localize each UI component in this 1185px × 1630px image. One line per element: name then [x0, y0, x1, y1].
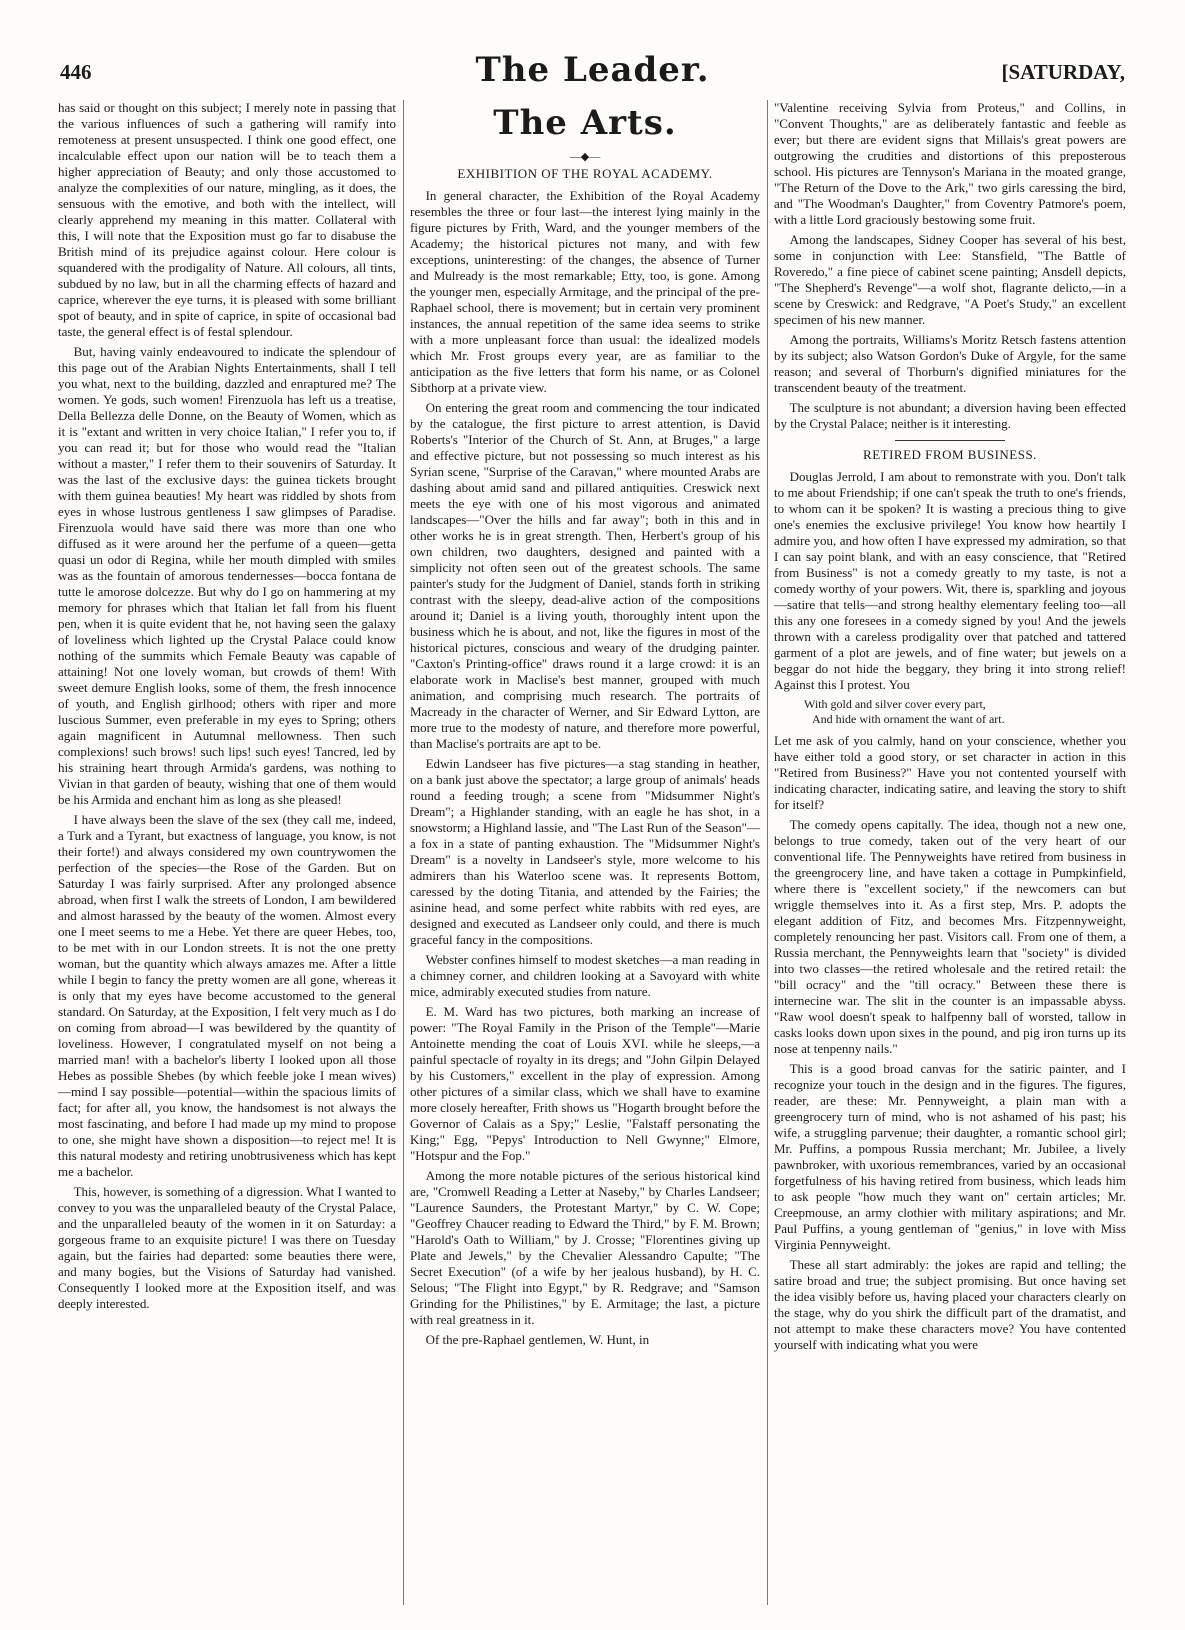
paragraph: "Valentine receiving Sylvia from Proteus," and Collins, in "Convent Thoughts," are as deliberately fantastic and feeble as ever; but there are evident signs that Millais's great powers are outgrowing the crudities and distortions of this preposterous school. His pictures are Tennyson's Mariana in the moated grange, "The Return of the Dove to the Ark," two girls caressing the bird, and "The Woodman's Daughter," from Coventry Patmore's poem, with a little Lord graciously bestowing some fruit.	[774, 100, 1126, 227]
paragraph: Webster confines himself to modest sketches—a man reading in a chimney corner, and children looking at a Savoyard with white mice, admirably executed studies from nature.	[410, 952, 760, 999]
paragraph: In general character, the Exhibition of the Royal Academy resembles the three or four last—the interest lying mainly in the figure pictures by Frith, Ward, and the younger members of the Academy; the historical pictures not many, and with few exceptions, uninteresting: of the changes, the absence of Turner and Mulready is the most remarkable; Etty, too, is gone. Among the younger men, especially Armitage, and the principal of the pre-Raphael school, there is movement; but in certain very prominent instances, the annual repetition of the same idea seems to strike with a more unpleasant force than usual: the idealized models which Mr. Frost groups every year, are as familiar to the anticipation as the five letters that form his name, or as Colonel Sibthorp at a private view.	[410, 188, 760, 395]
paragraph: This is a good broad canvas for the satiric painter, and I recognize your touch in the design and in the figures. The figures, reader, are these: Mr. Pennyweight, a plain man with a greengrocery turn of mind, who is not ashamed of his past; his wife, a struggling parvenue; their daughter, a romantic school girl; Mr. Puffins, a pompous Russia merchant; Mr. Jubilee, a lively pawnbroker, with uxorious remembrances, varied by an occasional forgetfulness of his having retired from business, which leads him to ask people "how much they want on" certain articles; Mr. Creepmouse, an army clothier with military aspirations; and Mr. Paul Puffins, a young gentleman of "genius," in love with Miss Virginia Pennyweight.	[774, 1061, 1126, 1252]
paragraph: Let me ask of you calmly, hand on your conscience, whether you have either told a good story, or set character in action in this "Retired from Business?" Have you not contented yourself with indicating character, indicating satire, and leaving the story to shift for itself?	[774, 733, 1126, 812]
paragraph: I have always been the slave of the sex (they call me, indeed, a Turk and a Tyrant, but exactness of language, you know, is not their forte!) and always considered my own countrywomen the perfection of the species—the Rose of the Garden. But on Saturday I was fairly surprised. After any prolonged absence abroad, when first I walk the streets of London, I am bewildered and almost harassed by the beauty of the women. Almost every one I meet seems to me a Hebe. Yet there are queer Hebes, too, to be met with in our London streets. It is not the one pretty woman, but the quantity which always amazes me. After a little while I begin to fancy the pretty women are all gone, whereas it is only that my eyes have become accustomed to the general standard. On Saturday, at the Exposition, I felt very much as I do on coming from abroad—I was bewildered by the quantity of loveliness. However, I congratulated myself on not being a married man! with a bachelor's liberty I looked upon all those Hebes as possible Shebes (by which feeble joke I mean wives)—mind I say possible—potential—within the spacious limits of fact; for after all, you know, the handsomest is not always the most fascinating, and before I had made up my mind to propose to one, she might have shown a disposition—to reject me! It is this natural modesty and retiring unobtrusiveness which has kept me a bachelor.	[58, 812, 396, 1179]
page-number: 446	[60, 60, 92, 84]
page-header	[60, 52, 1125, 98]
paragraph: These all start admirably: the jokes are rapid and telling; the satire broad and true; the subject promising. But once having set the idea visibly before us, having placed your characters clearly on the stage, why do you shirk the difficult part of the dramatist, and not attempt to make these characters move? You have contented yourself with indicating what you were	[774, 1257, 1126, 1352]
paragraph: This, however, is something of a digression. What I wanted to convey to you was the unparalleled beauty of the Crystal Palace, and the unparalleled beauty of the women in it on Saturday: a gorgeous frame to an exquisite picture! I was there on Tuesday again, but the fairies had departed: some beauties there were, and many bogies, but the Visions of Saturday had vanished. Consequently I looked more at the Exposition itself, and was deeply interested.	[58, 1184, 396, 1311]
paragraph: Among the portraits, Williams's Moritz Retsch fastens attention by its subject; also Watson Gordon's Duke of Argyle, for the same reason; and several of Thorburn's dignified miniatures for the transcendent beauty of the treatment.	[774, 332, 1126, 395]
article-title: EXHIBITION OF THE ROYAL ACADEMY.	[457, 166, 713, 181]
paragraph: Douglas Jerrold, I am about to remonstrate with you. Don't talk to me about Friendship; if one can't speak the truth to one's friends, to whom can it be spoken? It is wasting a precious thing to give one's enemies the exclusive privilege! You know how heartily I admire you, and how often I have expressed my admiration, so that I can say point blank, and with an easy conscience, that "Retired from Business" is not a comedy greatly to my taste, is not a comedy worthy of your powers. Wit, there is, sparkling and joyous—satire that tells—and strong healthy elementary feeling too—all this any one foresees in a comedy signed by you! And the jewels thrown with a careless prodigality over that patched and tattered garment of a plot are jewels, and of fine water; but jewels on a beggar do not hide the beggary, they bring it into strong relief! Against this I protest. You	[774, 469, 1126, 692]
paragraph: E. M. Ward has two pictures, both marking an increase of power: "The Royal Family in the Prison of the Temple"—Marie Antoinette mending the coat of Louis XVI. while he sleeps,—a painful spectacle of royalty in its dregs; and "John Gilpin Delayed by his Customers," excellent in the play of expression. Among other pictures of a similar class, which we shall have to examine more closely hereafter, Frith shows us "Hogarth brought before the Governor of Calais as a Spy;" Leslie, "Falstaff personating the King;" Egg, "Pepys' Introduction to Nell Gwynne;" Elmore, "Hotspur and the Fop."	[410, 1004, 760, 1163]
column-divider	[403, 100, 404, 1605]
ornament-divider: —◆—	[569, 151, 601, 163]
paragraph: Of the pre-Raphael gentlemen, W. Hunt, in	[425, 1332, 650, 1347]
paragraph: has said or thought on this subject; I merely note in passing that the various influences of such a gathering will ramify into remoteness at present unsuspected. I think one good effect, one incalculable effect upon our nation will be to teach them a higher appreciation of Beauty; and only those accustomed to analyze the complexities of our nature, mingling, as it does, the sensuous with the emotive, and both with the intellect, will clearly apprehend my meaning in this matter. Collateral with this, I will note that the Exposition must go far to disabuse the British mind of its prejudice against colour. Here colour is squandered with the prodigality of Nature. All colours, all tints, subdued by no law, but in all the charming effects of hazard and caprice, wherever the eye turns, it is pleased with some brilliant spot of beauty, and in spite of caprice, in spite of occasional bad taste, the general effect is of festal splendour.	[58, 100, 396, 339]
verse-quote	[804, 697, 1126, 727]
paragraph: The comedy opens capitally. The idea, though not a new one, belongs to true comedy, taken out of the very heart of our conventional life. The Pennyweights have retired from business in the greengrocery line, and have taken a cottage in Pumpkinfield, where there is "excellent society," if the newcomers can but wriggle themselves into it. As a first step, Mrs. P. adopts the elegant addition of Fitz, and becomes Mrs. Fitzpennyweight, completely renouncing her past. Visitors call. From one of them, a Russia merchant, the Pennyweights learn that "society" is divided into two classes—the retired wholesale and the retired retail: the "bill ocracy" and the "till ocracy." Between these there is internecine war. The slit in the counter is an impassable abyss. "Raw wool doesn't speak to halfpenny ball of worsted, tallow in casks looks down upon sixes in the pound, and pig iron turns up its nose at tenpenny nails."	[774, 817, 1126, 1056]
column-divider	[767, 100, 768, 1605]
newspaper-title: The Leader.	[475, 50, 710, 90]
paragraph: On entering the great room and commencing the tour indicated by the catalogue, the first picture to arrest attention, is David Roberts's "Interior of the Church of St. Ann, at Bruges," a large and effective picture, but not possessing so much interest as his Syrian scene, "Surprise of the Caravan," where mounted Arabs are dashing about amid sand and pillared antiquities. Creswick next meets the eye with one of his most vigorous and animated landscapes—"Over the hills and far away"; both in this and in other works he is in great strength. Then, Herbert's group of his own children, two daughters, designed and painted with a simplicity not often seen out of the greatest schools. The same painter's study for the Judgment of Daniel, stands forth in striking contrast with the sleepy, dead-alive action of the compositions around it; Daniel is a living youth, thoroughly intent upon the business which he is about, and not, like the figures in most of the historical pictures, conscious and weary of the drudging painter. "Caxton's Printing-office" draws round it a large crowd: it is an elaborate work in Maclise's best manner, grouped with much animation, and comprising much research. The portraits of Macready in the character of Werner, and Sir Edward Lytton, are more true to the modesty of nature, and therefore more powerful, than Maclise's portraits are apt to be.	[410, 400, 760, 751]
column-1	[58, 100, 396, 1612]
paragraph: The sculpture is not abundant; a diversion having been effected by the Crystal Palace; neither is it interesting.	[774, 400, 1126, 431]
paragraph: Edwin Landseer has five pictures—a stag standing in heather, on a bank just above the spectator; a large group of animals' heads round a feeding trough; a scene from "Midsummer Night's Dream"; a Highlander standing, with an eagle he has shot, in a snowstorm; a Highland lassie, and "The Last Run of the Season"—a fox in a state of panting exhaustion. The "Midsummer Night's Dream" is a novelty in Landseer's style, more welcome to his admirers than his Waterloo scene was. It represents Bottom, caressed by the doting Titania, and attended by the Fairies; the asinine head, and some perfect white rabbits with red eyes, are designed and executed as Landseer only could, and there is much graceful fancy in the compositions.	[410, 756, 760, 947]
article-title: RETIRED FROM BUSINESS.	[863, 447, 1037, 462]
section-title: The Arts.	[493, 103, 677, 143]
column-3	[774, 100, 1126, 1612]
paragraph: Among the landscapes, Sidney Cooper has several of his best, some in conjunction with Lee: Stansfield, "The Battle of Roveredo," a fine piece of cabinet scene painting; Ansdell depicts, "The Shepherd's Revenge"—a wolf shot, flagrante delicto,—in a scene by Creswick: and Redgrave, "A Poet's Study," an excellent specimen of his new manner.	[774, 232, 1126, 327]
issue-day: [SATURDAY,	[1001, 60, 1125, 84]
paragraph: Among the more notable pictures of the serious historical kind are, "Cromwell Reading a Letter at Naseby," by Charles Landseer; "Laurence Saunders, the Protestant Martyr," by C. W. Cope; "Geoffrey Chaucer reading to Edward the Third," by F. M. Brown; "Harold's Oath to William," by J. Crosse; "Florentines giving up Plate and Jewels," by the Chevalier Alessandro Capulte; "The Secret Execution" (of a wife by her jealous husband), by H. C. Selous; "The Flight into Egypt," by R. Redgrave; and "Samson Grinding for the Philistines," by E. Armitage; the last, a picture with real greatness in it.	[410, 1168, 760, 1327]
verse-line: And hide with ornament the want of art.	[812, 712, 1005, 726]
column-2	[410, 100, 760, 1612]
paragraph: But, having vainly endeavoured to indicate the splendour of this page out of the Arabian Nights Entertainments, shall I tell you what, next to the building, dazzled and enraptured me? The women. Ye gods, such women! Firenzuola has left us a treatise, Della Bellezza delle Donne, on the Beauty of Women, which as it is "extant and written in very choice Italian," I refer you to, if you can read it; but for those who would read the "Italian without a master," I refer them to their souvenirs of Saturday. It was the last of the exclusive days: the guinea tickets brought with them guinea beauties! My heart was riddled by shots from eyes in whose lustrous gentleness I saw glimpses of Paradise. Firenzuola would have said there was more than one who diffused as it were around her the perfume of a queen—getta quasi un odor di Regina, while her mouth dimpled with smiles was as the fountain of amorous tendernesses—bocca fontana de tutte le amorose dolcezze. But why do I go on hammering at my memory for phrases which that Italian let fall from his fluent pen, when it is quite evident that he, not having seen the galaxy of loveliness which lighted up the Crystal Palace could know nothing of the summits which Female Beauty was capable of attaining! Not one lovely woman, but crowds of them! With sweet demure English looks, some of them, the fresh innocence of youth, and English girlhood; others with riper and more luscious Summer, even preferable in my eyes to Spring; others again magnificent in Autumnal mellowness. Then such complexions! such brows! such lips! such eyes! Tancred, led by his straining heart through Armida's gardens, was nothing to Vivian in that garden of beauty, wishing that one of them would be his Armida and enchant him as long as she pleased!	[58, 344, 396, 807]
verse-line: With gold and silver cover every part,	[804, 697, 986, 711]
section-rule	[895, 440, 1005, 441]
